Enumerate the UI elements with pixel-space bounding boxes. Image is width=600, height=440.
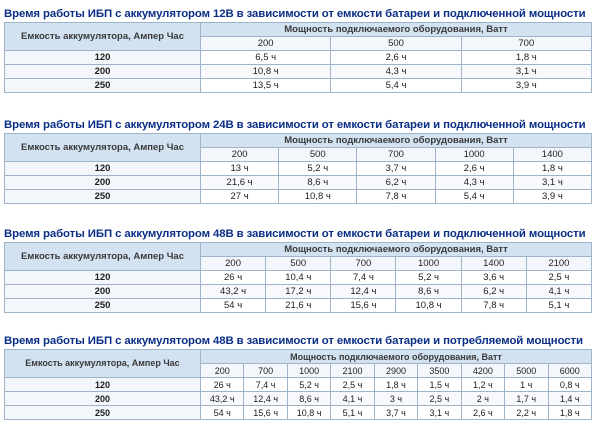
runtime-table-block-48v-consumed xyxy=(4,333,592,420)
runtime-cell: 2,5 ч xyxy=(418,392,461,406)
table-row xyxy=(5,65,592,79)
capacity-value: 200 xyxy=(5,65,201,79)
runtime-cell: 10,8 ч xyxy=(201,65,331,79)
runtime-cell: 3,1 ч xyxy=(461,65,591,79)
runtime-cell: 8,6 ч xyxy=(287,392,330,406)
table-title-48v-consumed: Время работы ИБП с аккумулятором 48В в зависимости от емкости батареи и потребляемой мощности xyxy=(4,335,583,347)
capacity-value: 120 xyxy=(5,271,201,285)
runtime-cell: 8,6 ч xyxy=(279,176,357,190)
runtime-cell: 3 ч xyxy=(374,392,417,406)
runtime-cell: 15,6 ч xyxy=(331,299,396,313)
capacity-value: 120 xyxy=(5,378,201,392)
capacity-value: 120 xyxy=(5,51,201,65)
power-column-header: 1000 xyxy=(287,364,330,378)
runtime-cell: 5,1 ч xyxy=(526,299,591,313)
runtime-cell: 6,5 ч xyxy=(201,51,331,65)
power-column-header: 200 xyxy=(201,364,244,378)
power-column-header: 1400 xyxy=(461,257,526,271)
table-row xyxy=(5,176,592,190)
power-column-header: 200 xyxy=(201,257,266,271)
runtime-cell: 5,2 ч xyxy=(287,378,330,392)
runtime-cell: 21,6 ч xyxy=(201,176,279,190)
runtime-cell: 3,7 ч xyxy=(374,406,417,420)
power-column-header: 700 xyxy=(461,37,591,51)
runtime-cell: 4,3 ч xyxy=(331,65,461,79)
runtime-cell: 2,6 ч xyxy=(331,51,461,65)
runtime-cell: 1,2 ч xyxy=(461,378,504,392)
runtime-cell: 5,4 ч xyxy=(331,79,461,93)
runtime-cell: 2,2 ч xyxy=(505,406,548,420)
runtime-cell: 1,8 ч xyxy=(461,51,591,65)
table-title-48v-connected: Время работы ИБП с аккумулятором 48В в зависимости от емкости батареи и подключенной мощности xyxy=(4,228,586,240)
table-row xyxy=(5,299,592,313)
runtime-cell: 8,6 ч xyxy=(396,285,461,299)
runtime-cell: 10,8 ч xyxy=(396,299,461,313)
runtime-cell: 1,5 ч xyxy=(418,378,461,392)
runtime-cell: 3,6 ч xyxy=(461,271,526,285)
power-header: Мощность подключаемого оборудования, Ватт xyxy=(201,243,592,257)
power-column-header: 2100 xyxy=(526,257,591,271)
runtime-cell: 10,8 ч xyxy=(279,190,357,204)
runtime-cell: 4,3 ч xyxy=(435,176,513,190)
capacity-value: 250 xyxy=(5,406,201,420)
capacity-header: Емкость аккумулятора, Ампер Час xyxy=(5,350,201,378)
runtime-cell: 2,5 ч xyxy=(331,378,374,392)
runtime-cell: 1,8 ч xyxy=(513,162,591,176)
runtime-cell: 12,4 ч xyxy=(244,392,287,406)
table-row xyxy=(5,271,592,285)
power-column-header: 3500 xyxy=(418,364,461,378)
capacity-value: 200 xyxy=(5,285,201,299)
runtime-cell: 26 ч xyxy=(201,378,244,392)
table-row xyxy=(5,406,592,420)
power-column-header: 2900 xyxy=(374,364,417,378)
runtime-cell: 26 ч xyxy=(201,271,266,285)
power-header: Мощность подключаемого оборудования, Ватт xyxy=(201,134,592,148)
runtime-cell: 54 ч xyxy=(201,406,244,420)
runtime-cell: 1,7 ч xyxy=(505,392,548,406)
power-column-header: 500 xyxy=(266,257,331,271)
runtime-cell: 13,5 ч xyxy=(201,79,331,93)
runtime-cell: 1,4 ч xyxy=(548,392,592,406)
runtime-cell: 7,8 ч xyxy=(357,190,435,204)
runtime-table-block-24v xyxy=(4,117,592,204)
power-header: Мощность подключаемого оборудования, Ватт xyxy=(201,350,592,364)
power-column-header: 2100 xyxy=(331,364,374,378)
runtime-cell: 1,8 ч xyxy=(548,406,592,420)
power-column-header: 500 xyxy=(331,37,461,51)
runtime-cell: 2,5 ч xyxy=(526,271,591,285)
runtime-cell: 3,1 ч xyxy=(513,176,591,190)
table-row xyxy=(5,162,592,176)
power-column-header: 4200 xyxy=(461,364,504,378)
power-column-header: 700 xyxy=(331,257,396,271)
table-row xyxy=(5,392,592,406)
runtime-table-block-48v-connected xyxy=(4,226,592,313)
runtime-cell: 15,6 ч xyxy=(244,406,287,420)
runtime-cell: 10,4 ч xyxy=(266,271,331,285)
runtime-cell: 54 ч xyxy=(201,299,266,313)
runtime-cell: 2,6 ч xyxy=(461,406,504,420)
runtime-cell: 10,8 ч xyxy=(287,406,330,420)
runtime-cell: 5,2 ч xyxy=(396,271,461,285)
power-column-header: 5000 xyxy=(505,364,548,378)
runtime-cell: 3,1 ч xyxy=(418,406,461,420)
runtime-cell: 27 ч xyxy=(201,190,279,204)
runtime-cell: 13 ч xyxy=(201,162,279,176)
power-header: Мощность подключаемого оборудования, Ватт xyxy=(201,23,592,37)
runtime-table-24v xyxy=(4,133,592,204)
runtime-cell: 6,2 ч xyxy=(461,285,526,299)
runtime-cell: 1 ч xyxy=(505,378,548,392)
runtime-cell: 3,7 ч xyxy=(357,162,435,176)
runtime-cell: 0,8 ч xyxy=(548,378,592,392)
runtime-cell: 2 ч xyxy=(461,392,504,406)
runtime-cell: 7,8 ч xyxy=(461,299,526,313)
runtime-table-48v-consumed xyxy=(4,349,592,420)
runtime-cell: 43,2 ч xyxy=(201,285,266,299)
power-column-header: 200 xyxy=(201,148,279,162)
power-column-header: 6000 xyxy=(548,364,592,378)
runtime-cell: 1,8 ч xyxy=(374,378,417,392)
runtime-cell: 17,2 ч xyxy=(266,285,331,299)
runtime-cell: 5,2 ч xyxy=(279,162,357,176)
power-column-header: 200 xyxy=(201,37,331,51)
runtime-cell: 43,2 ч xyxy=(201,392,244,406)
runtime-cell: 12,4 ч xyxy=(331,285,396,299)
runtime-table-block-12v xyxy=(4,6,592,93)
table-title-24v: Время работы ИБП с аккумулятором 24В в зависимости от емкости батареи и подключенной мощности xyxy=(4,119,586,131)
power-column-header: 1000 xyxy=(396,257,461,271)
runtime-cell: 5,4 ч xyxy=(435,190,513,204)
capacity-value: 200 xyxy=(5,176,201,190)
capacity-value: 250 xyxy=(5,79,201,93)
capacity-header: Емкость аккумулятора, Ампер Час xyxy=(5,134,201,162)
capacity-header: Емкость аккумулятора, Ампер Час xyxy=(5,23,201,51)
runtime-cell: 3,9 ч xyxy=(461,79,591,93)
capacity-value: 250 xyxy=(5,299,201,313)
table-title-12v: Время работы ИБП с аккумулятором 12В в зависимости от емкости батареи и подключенной мощности xyxy=(4,8,586,20)
power-column-header: 700 xyxy=(244,364,287,378)
table-row xyxy=(5,378,592,392)
runtime-cell: 5,1 ч xyxy=(331,406,374,420)
runtime-cell: 7,4 ч xyxy=(244,378,287,392)
power-column-header: 700 xyxy=(357,148,435,162)
runtime-cell: 4,1 ч xyxy=(526,285,591,299)
runtime-table-48v-connected xyxy=(4,242,592,313)
table-row xyxy=(5,190,592,204)
runtime-cell: 21,6 ч xyxy=(266,299,331,313)
power-column-header: 1000 xyxy=(435,148,513,162)
table-row xyxy=(5,285,592,299)
power-column-header: 1400 xyxy=(513,148,591,162)
capacity-header: Емкость аккумулятора, Ампер Час xyxy=(5,243,201,271)
runtime-cell: 3,9 ч xyxy=(513,190,591,204)
runtime-cell: 6,2 ч xyxy=(357,176,435,190)
runtime-table-12v xyxy=(4,22,592,93)
runtime-cell: 7,4 ч xyxy=(331,271,396,285)
runtime-cell: 2,6 ч xyxy=(435,162,513,176)
capacity-value: 250 xyxy=(5,190,201,204)
capacity-value: 200 xyxy=(5,392,201,406)
capacity-value: 120 xyxy=(5,162,201,176)
power-column-header: 500 xyxy=(279,148,357,162)
table-row xyxy=(5,79,592,93)
runtime-cell: 4,1 ч xyxy=(331,392,374,406)
table-row xyxy=(5,51,592,65)
